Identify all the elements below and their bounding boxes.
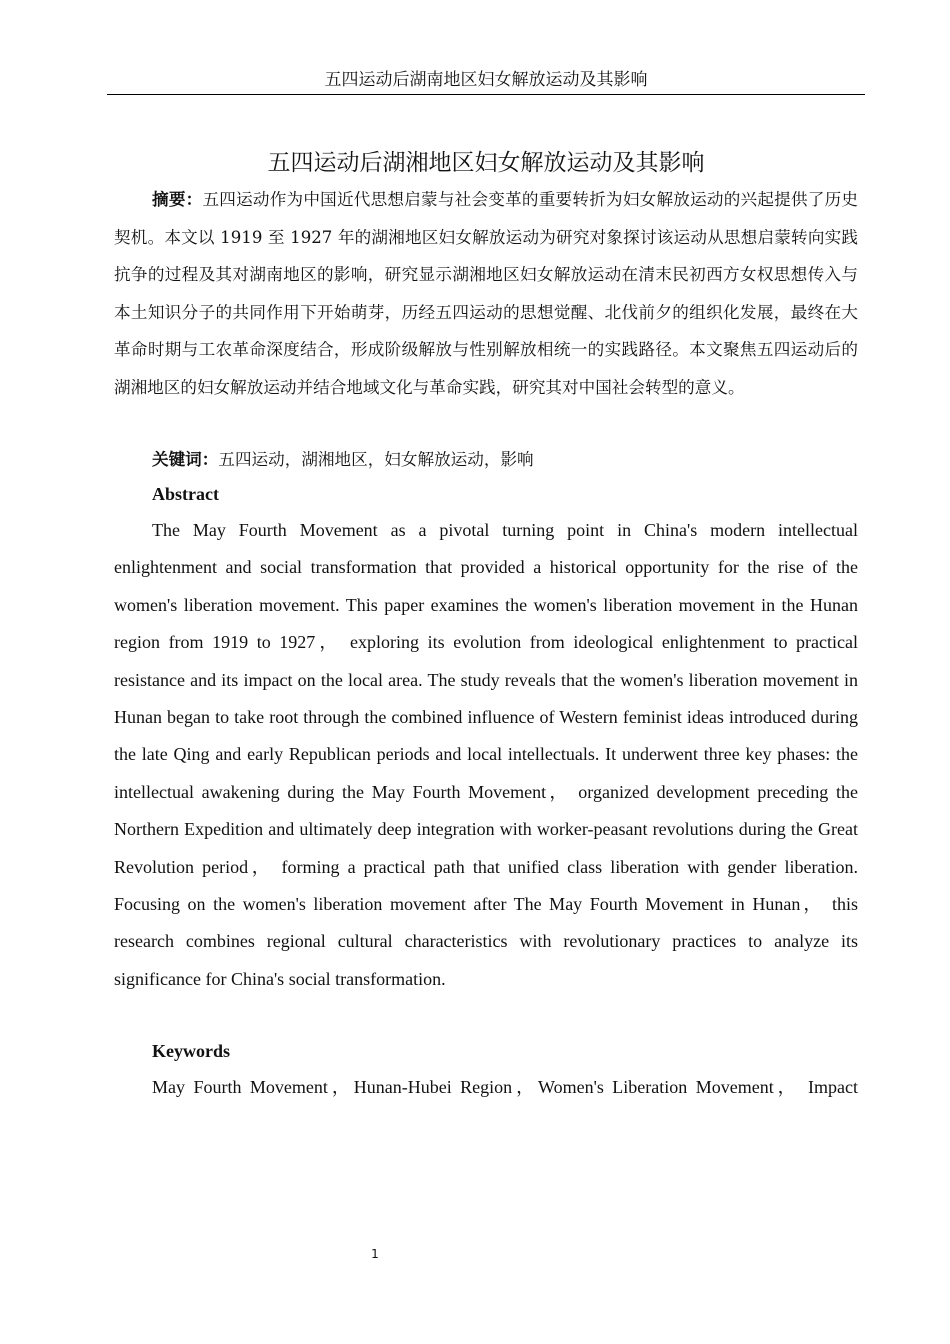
page-number: 1 (371, 1247, 379, 1261)
chinese-abstract (114, 181, 858, 406)
english-keywords-heading: Keywords (152, 1041, 230, 1061)
chinese-keywords-text: 五四运动，湖湘地区，妇女解放运动，影响 (218, 450, 534, 469)
running-header: 五四运动后湖南地区妇女解放运动及其影响 (107, 68, 865, 95)
document-title: 五四运动后湖湘地区妇女解放运动及其影响 (267, 150, 705, 176)
english-abstract-text: The May Fourth Movement as a pivotal turning point in China's modern intellectual enlightenment and social transformation that provided a historical opportunity for the rise of the women's liberation movement. This paper examines the women's liberation movement in the Hunan region from 1919 to 1927， exploring its evolution from ideological enlightenment to practical resistance and its impact on the local area. The study reveals that the women's liberation movement in Hunan began to take root through the combined influence of Western feminist ideas introduced during the late Qing and early Republican periods and local intellectuals. It underwent three key phases: the intellectual awakening during the May Fourth Movement， organized development preceding the Northern Expedition and ultimately deep integration with worker-peasant revolutions during the Great Revolution period， forming a practical path that unified class liberation with gender liberation. Focusing on the women's liberation movement after The May Fourth Movement in Hunan， this research combines regional cultural characteristics with revolutionary practices to analyze its significance for China's social transformation. (114, 520, 858, 989)
chinese-abstract-text: 五四运动作为中国近代思想启蒙与社会变革的重要转折为妇女解放运动的兴起提供了历史契机。本文以 1919 至 1927 年的湖湘地区妇女解放运动为研究对象探讨该运动从思想启蒙转向实践抗争的过程及其对湖南地区的影响，研究显示湖湘地区妇女解放运动在清末民初西方女权思想传入与本土知识分子的共同作用下开始萌芽，历经五四运动的思想觉醒、北伐前夕的组织化发展，最终在大革命时期与工农革命深度结合，形成阶级解放与性别解放相统一的实践路径。本文聚焦五四运动后的湖湘地区的妇女解放运动并结合地域文化与革命实践，研究其对中国社会转型的意义。 (114, 190, 859, 397)
chinese-keywords-label: 关键词： (152, 450, 219, 469)
english-keywords-text: May Fourth Movement，Hunan-Hubei Region，Women's Liberation Movement， Impact (152, 1077, 858, 1097)
chinese-keywords (114, 441, 858, 479)
english-abstract-heading: Abstract (152, 484, 219, 504)
chinese-abstract-label: 摘要： (152, 190, 203, 209)
